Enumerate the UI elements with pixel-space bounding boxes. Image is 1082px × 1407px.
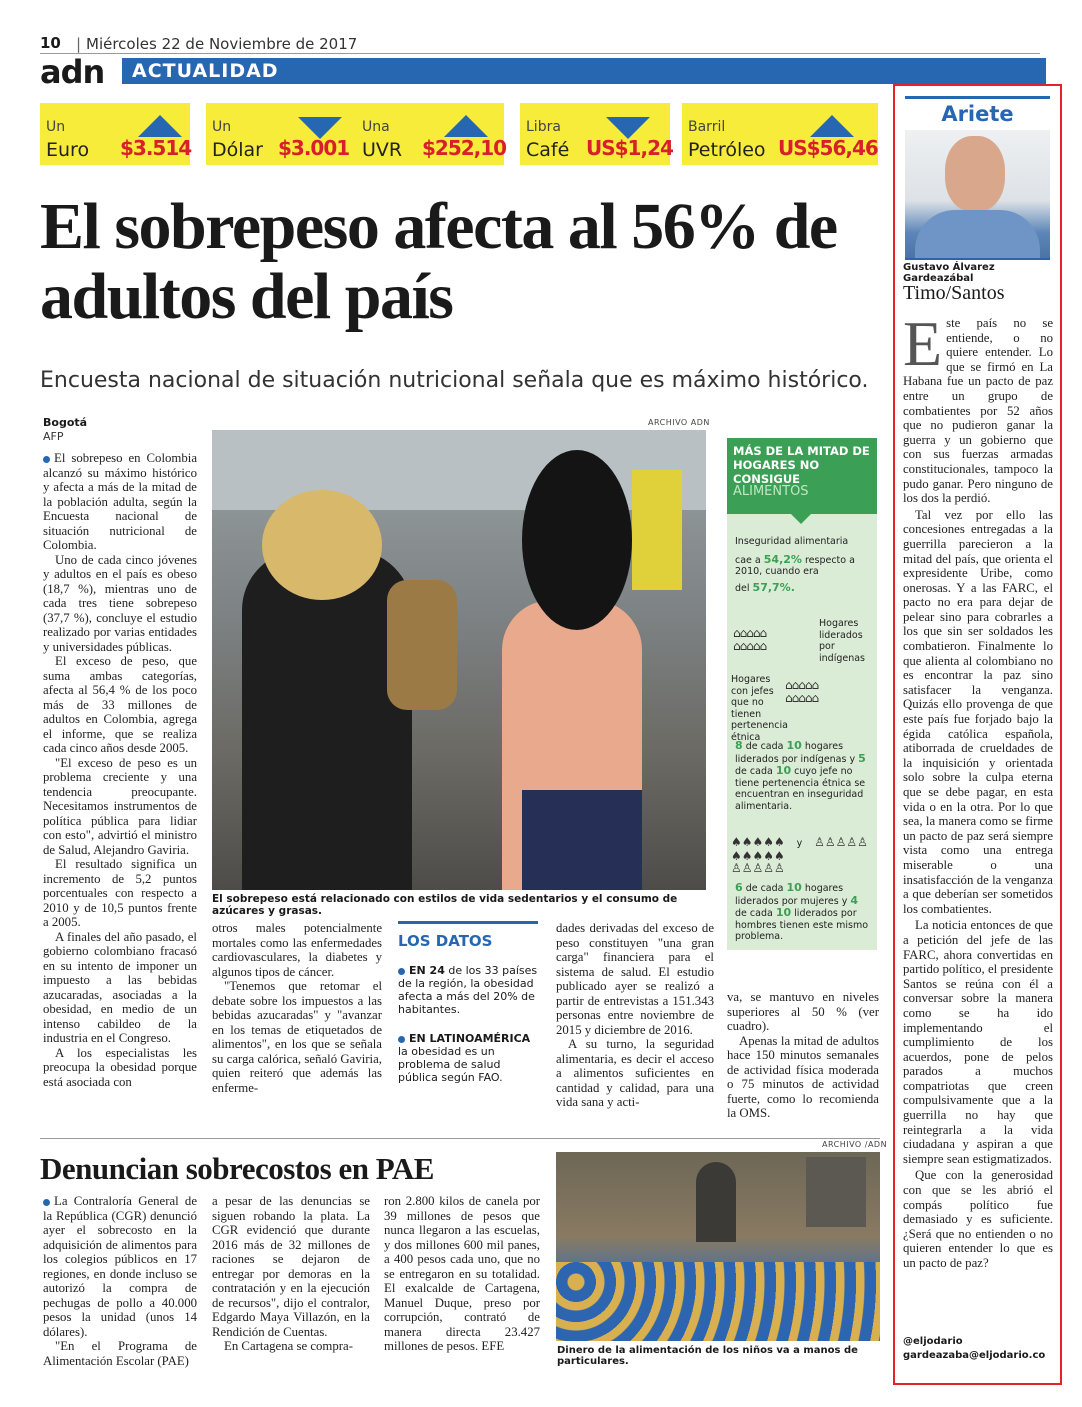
value: 10 [786, 739, 802, 752]
house-icon: ⌂⌂⌂⌂⌂ [733, 639, 767, 653]
infographic-header [727, 438, 877, 514]
fact-text: de los 33 países de la región, la obesidad afecta a más del 20% de habitantes. [398, 964, 538, 1016]
paragraph: La noticia entonces de que a petición del jefe de las FARC, ahora convertidas en partido político, el presidente Santos se reúna con él a conversar sobre la manera como se ha ido implementando el cumplimiento de los acuerdos, pone de pelos parados a muchos compatriotas que creen compulsivamente que a la guerrilla no hay que reintegrarla a la vida ciudadana y aspiran a que siempre sean estigmatizados. [903, 918, 1053, 1166]
indicator-name: UVR [362, 139, 403, 161]
photo-credit: ARCHIVO /ADN [822, 1140, 888, 1149]
paragraph: "En el Programa de Alimentación Escolar (PAE) [43, 1339, 197, 1368]
article-column-2 [212, 921, 382, 1095]
text: cuyo jefe no tiene pertenencia étnica se encuentran en inseguridad alimentaria. [735, 766, 866, 812]
headline: El sobrepeso afecta al 56% de adultos del país [40, 190, 837, 333]
photo-caption: El sobrepeso está relacionado con estilos de vida sedentarios y el consumo de azúcares y grasas. [212, 893, 678, 917]
page-number: 10 [40, 34, 61, 52]
indicator-euro [40, 103, 190, 165]
house-icon: ⌂⌂⌂⌂⌂ [785, 691, 819, 705]
author-handle: @eljodario [903, 1336, 963, 1347]
byline-location: Bogotá [43, 416, 88, 429]
arrow-up-icon [138, 115, 182, 137]
text: de cada [745, 883, 784, 894]
paragraph: "El exceso de peso es un problema creciente y una tendencia preocupante. Necesitamos instrumentos de política pública para lidiar con esto", advirtió el ministro de Salud, Alejandro Gaviria. [43, 755, 197, 857]
indicator-unit: Una [362, 119, 390, 135]
paragraph: a pesar de las denuncias se siguen robando la plata. La CGR evidenció que durante 2016 más de 32 millones de raciones se dejaron de entregar por demoras en la contratación y en la ejecución de recursos", dijo el contralor, Edgardo Maya Villazón, en la Rendición de Cuentas. [212, 1194, 370, 1339]
divider [40, 1138, 880, 1139]
indicator-unit: Barril [688, 119, 726, 135]
indicator-unit: Un [46, 119, 66, 135]
value: 8 [735, 739, 743, 752]
households-stat-1 [735, 740, 871, 812]
and-label: y [796, 838, 803, 849]
paragraph: ron 2.800 kilos de canela por 39 millones de pesos que nunca llegaron a las escuelas, y dos millones 600 mil panes, a 400 pesos cada uno, que no se entregaron en su totalidad. El exalcalde de Cartagena, Manuel Duque, preso por corrupción, contrató de manera directa 23.427 millones de pesos. EFE [384, 1194, 540, 1353]
dropcap: E [903, 308, 943, 379]
subheadline: Encuesta nacional de situación nutricional señala que es máximo histórico. [40, 368, 869, 393]
indicator-name: Café [526, 139, 570, 161]
text: cae a [735, 554, 761, 566]
column-author: Gustavo Álvarez Gardeazábal [903, 262, 995, 284]
text: de cada [735, 766, 773, 777]
facts-title: LOS DATOS [398, 932, 493, 950]
non-ethnic-label: Hogares con jefes que no tienen pertenencia étnica [731, 674, 788, 743]
paragraph: El resultado significa un incremento de 5,2 puntos porcentuales con respecto a 2010 y de 10,5 puntos frente a 2005. [43, 857, 197, 929]
photo-women-street [212, 430, 706, 890]
house-icons-indigenous [733, 626, 813, 652]
page-header [40, 32, 1040, 54]
paragraph: A su turno, la seguridad alimentaria, es decir el acceso a alimentos suficientes en cantidad y calidad, para una vida sana y acti- [556, 1037, 714, 1109]
text: respecto a 2010, cuando era [735, 554, 855, 577]
bullet-icon [43, 1199, 50, 1206]
column-topbar [905, 96, 1050, 99]
woman-icon: ♠♠♠♠♠ [731, 835, 785, 849]
paragraph: "Tenemos que retomar el debate sobre los impuestos a las bebidas azucaradas" y "avanzar en los temas de etiquetados de alimentos", en los que se señala su carga calórica, señaló Gaviria, quien reiteró que además las enferme- [212, 979, 382, 1095]
man-icon: ♙♙♙♙♙ [814, 835, 868, 849]
value: 10 [775, 906, 792, 919]
section-bar [122, 58, 1046, 84]
photo-caption-2: Dinero de la alimentación de los niños va a manos de particulares. [557, 1345, 858, 1367]
house-icon: ⌂⌂⌂⌂⌂ [733, 626, 767, 640]
indicator-name: Dólar [212, 139, 263, 161]
label: Inseguridad alimentaria [735, 536, 849, 547]
fact-lead: EN LATINOAMÉRICA [409, 1032, 531, 1045]
author-portrait [905, 130, 1050, 260]
value: 54,2% [763, 552, 802, 566]
indicator-petroleo [682, 103, 878, 165]
indicator-uvr [356, 103, 507, 165]
opinion-column [893, 84, 1062, 1385]
value: 5 [858, 751, 866, 765]
article2-column-1 [43, 1194, 197, 1368]
fact-item [398, 964, 538, 1016]
paragraph: A finales del año pasado, el gobierno colombiano fracasó en su intento de imponer un impuesto a las bebidas azucaradas, asociadas a la obesidad, en medio de un intenso cabildeo de la industria en el Congreso. [43, 929, 197, 1045]
house-icon: ⌂⌂⌂⌂⌂ [785, 678, 819, 692]
column-body [903, 308, 1053, 1273]
article2-column-3 [384, 1194, 540, 1354]
households-stat-2 [735, 882, 871, 943]
text: liderados por hombres tienen este mismo problema. [735, 908, 869, 942]
paragraph: dades derivadas del exceso de peso constituyen "una gran carga" financiera para el sistema de salud. El estudio publicado ayer se realizó a partir de entrevistas a 151.343 personas entre noviembre de 2015 y diciembre de 2016. [556, 921, 714, 1037]
indicator-unit: Un [212, 119, 232, 135]
text: de cada [735, 908, 773, 919]
indicator-value: US$56,46 [778, 136, 878, 160]
paragraph: El exceso de peso, que suma ambas categorías, afecta al 56,4 % de los poco más de 33 millones de adultos en Colombia, agrega el informe, que se realiza cada cinco años desde 2005. [43, 654, 197, 755]
bullet-icon [43, 456, 50, 463]
photo-school-meals [556, 1152, 880, 1341]
paragraph: ste país no se entiende, o no quiere entender. Lo que se firmó en La Habana fue un pacto de paz entre un grupo de combatientes por 52 años que no pudieron ganar la guerra y un gobierno que con sus fuerzas armadas constitucionales, tampoco la pudo ganar. Pero ninguno de los dos la perdió. [903, 316, 1053, 506]
indicator-unit: Libra [526, 119, 561, 135]
text: hogares liderados por indígenas y [735, 741, 856, 765]
article-column-3 [556, 921, 714, 1110]
byline-agency: AFP [43, 430, 64, 443]
paragraph: Tal vez por ello las concesiones entregadas a la guerrilla parecieron a la mitad del país, que orienta el expresidente Uribe, como onerosas. Y a las FARC, el pacto no era para dejar de pelear sino para cobrarles a los que sin ser soldados les combatieron. Finalmente lo que alienta al colombiano no es encontrar la paz sino satisfacer la venganza. Quizás ello provenga de que este país fue forjado bajo la égida católica española, atiborrada de crueldades de la inquisición y orientada solo sobre la culpa eterna que se debe pagar, en esta vida o en la otra. Por lo que sea, la manera como se firme un pacto de paz será siempre vista como una entrega miserable o una insatisfacción de la venganza a que deberían ser sometidos los combatientes. [903, 507, 1053, 916]
paragraph: El sobrepeso en Colombia alcanzó su máximo histórico y afecta a más de la mitad de la población adulta, según la Encuesta nacional de situación nutricional de Colombia. [43, 451, 197, 552]
paragraph: otros males potencialmente mortales como las enfermedades cardiovasculares, la diabetes y algunos tipos de cáncer. [212, 921, 382, 979]
house-icons-non-ethnic [785, 678, 875, 704]
arrow-up-icon [444, 115, 488, 137]
indicator-value: US$1,24 [586, 136, 673, 160]
fact-item [398, 1032, 538, 1084]
value: 4 [850, 893, 859, 907]
value: 10 [775, 764, 792, 777]
column-section: Ariete [941, 102, 1014, 126]
column-title: Timo/Santos [903, 282, 1005, 304]
infographic [727, 438, 877, 950]
section-label: ACTUALIDAD [132, 60, 279, 82]
adn-logo: adn [40, 53, 105, 91]
paragraph: Uno de cada cinco jóvenes y adultos en el país es obeso (18,7 %), mientras uno de cada tres tiene sobrepeso (37,7 %), concluye el estudio realizado por varias entidades y universidades públicas. [43, 552, 197, 654]
fact-lead: EN 24 [409, 964, 445, 977]
page-date: Miércoles 22 de Noviembre de 2017 [86, 35, 358, 53]
value: 6 [735, 881, 743, 894]
arrow-up-icon [810, 115, 854, 137]
man-icon: ♙♙♙♙♙ [731, 860, 785, 875]
pointer-icon [791, 514, 811, 524]
text: hogares liderados por mujeres y [735, 883, 848, 907]
food-insecurity-text [735, 536, 871, 594]
text: del [735, 582, 750, 594]
indigenous-label: Hogares liderados por indígenas [819, 618, 865, 664]
indicator-value: $3.514 [120, 136, 192, 160]
article2-column-2 [212, 1194, 370, 1354]
woman-icon: ♠♠♠♠♠ [731, 848, 785, 863]
author-email: gardeazaba@eljodario.co [903, 1350, 1046, 1361]
indicator-value: $252,10 [422, 136, 507, 160]
article-column-4 [727, 990, 879, 1121]
facts-box [398, 921, 538, 1083]
bullet-icon [398, 1036, 405, 1043]
indicator-cafe [520, 103, 673, 165]
value: 57,7%. [752, 580, 795, 594]
paragraph: En Cartagena se compra- [224, 1339, 353, 1353]
indicator-value: $3.001 [278, 136, 350, 160]
infographic-subtitle: ALIMENTOS [733, 484, 809, 499]
paragraph: va, se mantuvo en niveles superiores al 50 % (ver cuadro). [727, 990, 879, 1033]
headline-2: Denuncian sobrecostos en PAE [40, 1151, 434, 1186]
indicator-dolar [206, 103, 356, 165]
paragraph: Apenas la mitad de adultos hace 150 minutos semanales de actividad física moderada o 75 minutos de actividad fuerte, como lo recomienda la OMS. [727, 1033, 879, 1120]
infographic-title: MÁS DE LA MITAD DE HOGARES NO CONSIGUE [733, 444, 870, 486]
people-icons [731, 836, 873, 874]
photo-credit: ARCHIVO ADN [648, 418, 710, 427]
article-column-1 [43, 451, 197, 1089]
paragraph: Que con la generosidad con que se les abrió el compás político fue demasiado y es suficiente. ¿Será que no entienden o no quieren entender lo que es un pacto de paz? [903, 1168, 1053, 1270]
value: 10 [786, 881, 802, 894]
paragraph: A los especialistas les preocupa la obesidad porque está asociada con [43, 1045, 197, 1089]
fact-text: la obesidad es un problema de salud pública según FAO. [398, 1045, 503, 1084]
indicator-name: Petróleo [688, 139, 766, 161]
header-separator: | [76, 35, 82, 53]
indicator-name: Euro [46, 139, 90, 161]
bullet-icon [398, 968, 405, 975]
paragraph: La Contraloría General de la República (CGR) denunció ayer el sobrecosto en la adquisición de alimentos para los colegios públicos en 17 regiones, en donde incluso se autorizó la compra de pechugas de pollo a 40.000 pesos la unidad (unos 14 dólares). [43, 1194, 197, 1339]
text: de cada [745, 741, 784, 752]
